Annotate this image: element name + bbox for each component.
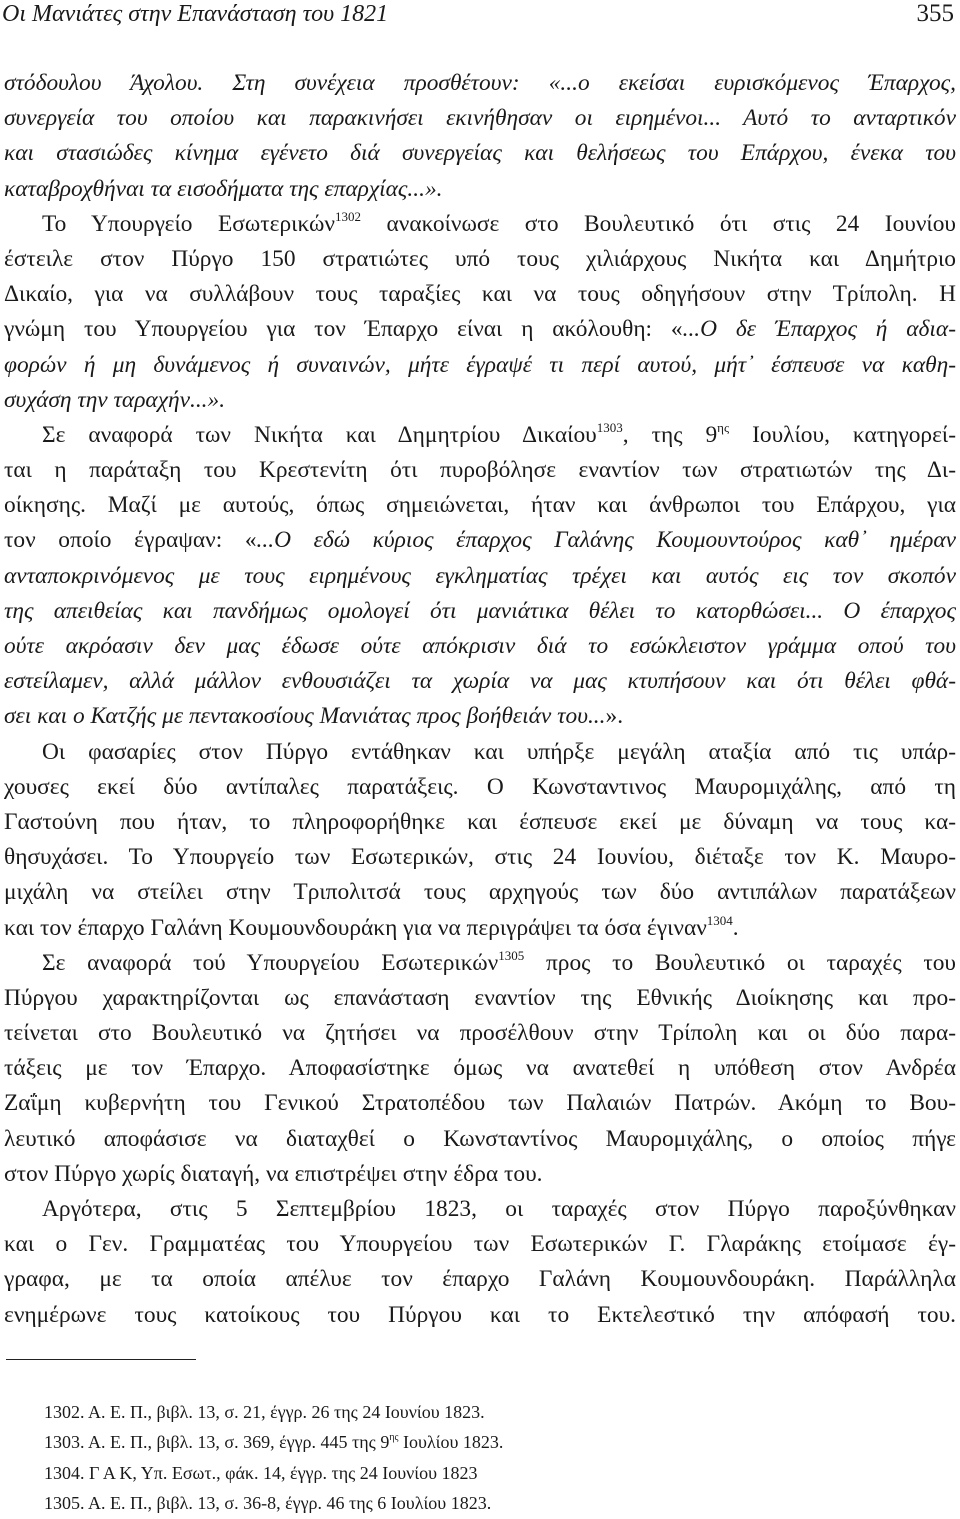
- main-text: [4, 66, 956, 1333]
- text-line: ενημέρωνε τους κατοίκους του Πύργου και το Εκτελεστικό την απόφασή του.: [4, 1301, 956, 1328]
- page-number: 355: [916, 0, 954, 27]
- text-line: θησυχάσει. Το Υπουργείο των Εσωτερικών, στις 24 Ιουνίου, διέταξε τον Κ. Μαυρο-: [4, 844, 956, 871]
- text-line: Γαστούνη που ήταν, το πληροφορήθηκε και έσπευσε εκεί με δύναμη να τους κα-: [4, 808, 956, 835]
- footnotes: [44, 1397, 924, 1519]
- text-line: λευτικό αποφάσισε να διαταχθεί ο Κωνσταντίνος Μαυρομιχάλης, ο οποίος πήγε: [4, 1125, 956, 1152]
- text-line: ούτε ακρόασιν δεν μας έδωσε ούτε απόκρισιν διά το εσώκλειστον γράμμα οπού του: [4, 633, 956, 659]
- text-line: έστειλε στον Πύργο 150 στρατιώτες υπό τους χιλιάρχους Νικήτα και Δημήτριο: [4, 245, 956, 272]
- paragraph-start: Αργότερα, στις 5 Σεπτεμβρίου 1823, οι ταραχές στον Πύργο παροξύνθηκαν: [42, 1196, 956, 1222]
- text-line: στόδουλου Άχολου. Στη συνέχεια προσθέτουν: «...ο εκείσαι ευρισκόμενος Έπαρχος,: [4, 70, 956, 96]
- footnote-ref: 1302: [335, 208, 361, 224]
- footnote-1304: 1304. Γ Α Κ, Υπ. Εσωτ., φάκ. 14, έγγρ. της 24 Ιουνίου 1823: [44, 1462, 478, 1483]
- footnote-1302: 1302. Α. Ε. Π., βιβλ. 13, σ. 21, έγγρ. 26 της 24 Ιουνίου 1823.: [44, 1402, 485, 1422]
- footnote-1305: 1305. Α. Ε. Π., βιβλ. 13, σ. 36-8, έγγρ. 46 της 6 Ιουλίου 1823.: [44, 1493, 492, 1514]
- footnote-1303: 1303. Α. Ε. Π., βιβλ. 13, σ. 369, έγγρ. 445 της $9^{\eta\varsigma}$ Ιουλίου 1823.: [44, 1432, 504, 1453]
- text-line: ται η παράταξη του Κρεστενίτη ότι πυροβόλησε εναντίον των στρατιωτών της Δι-: [4, 457, 956, 484]
- running-title: Οι Μανιάτες στην Επανάσταση του 1821: [2, 1, 389, 27]
- text-line: τείνεται στο Βουλευτικό να ζητήσει να προσέλθουν στην Τρίπολη και οι δύο παρα-: [4, 1020, 956, 1047]
- text-line: φορών ή μη δυνάμενος ή συναινών, μήτε έγραψέ τι περί αυτού, μήτ᾽ έσπευσε να καθη-: [4, 351, 956, 378]
- paragraph-start: Σε αναφορά των Νικήτα και Δημητρίου Δικαίου$^{1303}$, της $9^{\eta\varsigma}$ Ιουλίου, κατηγορεί-: [42, 419, 956, 448]
- text-line: τάξεις με τον Έπαρχο. Αποφασίστηκε όμως να ανατεθεί η υπόθεση στον Ανδρέα: [4, 1055, 956, 1082]
- footnote-ref: 1304: [706, 912, 733, 928]
- footnote-ref: 1305: [498, 947, 525, 963]
- text-line: και ο Γεν. Γραμματέας του Υπουργείου των Εσωτερικών Γ. Γλαράκης ετοίμασε έγ-: [4, 1231, 956, 1258]
- text-line: εστείλαμεν, αλλά μάλλον ενθουσιάζει τα χωρία να μας κτυπήσουν και ότι θέλει φθά-: [4, 668, 956, 695]
- text-line: συνεργεία του οποίου και παρακινήσει εκινήθησαν οι ειρημένοι... Αυτό το ανταρτικόν: [4, 105, 956, 132]
- text-line: μιχάλη να στείλει στην Τριπολιτσά τους αρχηγούς των δύο αντιπάλων παρατάξεων: [4, 879, 956, 906]
- text-line: τον οποίο έγραψαν: «...Ο εδώ κύριος έπαρχος Γαλάνης Κουμουντούρος καθ᾽ ημέραν: [4, 527, 957, 554]
- text-line: και τον έπαρχο Γαλάνη Κουμουνδουράκη για να περιγράψει τα όσα έγιναν$^{1304}$.: [4, 912, 739, 941]
- text-line: Ζαΐμη κυβερνήτη του Γενικού Στρατοπέδου των Παλαιών Πατρών. Ακόμη το Βου-: [4, 1090, 956, 1117]
- text-line: συχάση την ταραχήν...».: [4, 386, 226, 413]
- text-line: στον Πύργο χωρίς διαταγή, να επιστρέψει στην έδρα του.: [4, 1160, 543, 1187]
- text-line: γραφα, με τα οποία απέλυε τον έπαρχο Γαλάνη Κουμουνδουράκη. Παράλληλα: [4, 1266, 956, 1293]
- paragraph-start: Σε αναφορά τού Υπουργείου Εσωτερικών$^{1305}$ προς το Βουλευτικό οι ταραχές του: [42, 947, 956, 976]
- paragraph-start: Το Υπουργείο Εσωτερικών$^{1302}$ ανακοίνωσε στο Βουλευτικό ότι στις 24 Ιουνίου: [42, 208, 956, 237]
- text-line: Πύργου χαρακτηρίζονται ως επανάσταση εναντίον της Εθνικής Διοίκησης και προ-: [4, 984, 956, 1011]
- footnote-ref: 1303: [596, 419, 623, 435]
- text-line: χουσες εκεί δύο αντίπαλες παρατάξεις. Ο Κωνσταντινος Μαυρομιχάλης, από τη: [4, 773, 956, 800]
- text-line: Δικαίο, για να συλλάβουν τους ταραξίες και να τους οδηγήσουν στην Τρίπολη. Η: [4, 281, 956, 308]
- paragraph-start: Οι φασαρίες στον Πύργο εντάθηκαν και υπήρξε μεγάλη αταξία από τις υπάρ-: [42, 738, 956, 765]
- text-line: της απειθείας και πανδήμως ομολογεί ότι μανιάτικα θέλει το κατορθώσει... Ο έπαρχος: [4, 597, 956, 624]
- text-line: οίκησης. Μαζί με αυτούς, όπως σημειώνεται, ήταν και άνθρωποι του Επάρχου, για: [4, 492, 956, 519]
- running-header: [0, 0, 960, 40]
- text-line: σει και ο Κατζής με πεντακοσίους Μανιάτας προς βοήθειάν του...».: [4, 703, 624, 730]
- text-line: γνώμη του Υπουργείου για τον Έπαρχο είναι η ακόλουθη: «...Ο δε Έπαρχος ή αδια-: [4, 316, 956, 343]
- text-line: καταβροχθήναι τα εισοδήματα της επαρχίας...».: [4, 175, 443, 202]
- text-line: και στασιώδες κίνημα εγένετο διά συνεργείας και θελήσεως του Επάρχου, ένεκα του: [4, 140, 956, 167]
- text-line: ανταποκρινόμενος με τους ειρημένους εγκληματίας τρέχει και αυτός εις τον σκοπόν: [4, 562, 956, 589]
- footnote-separator: [6, 1359, 196, 1360]
